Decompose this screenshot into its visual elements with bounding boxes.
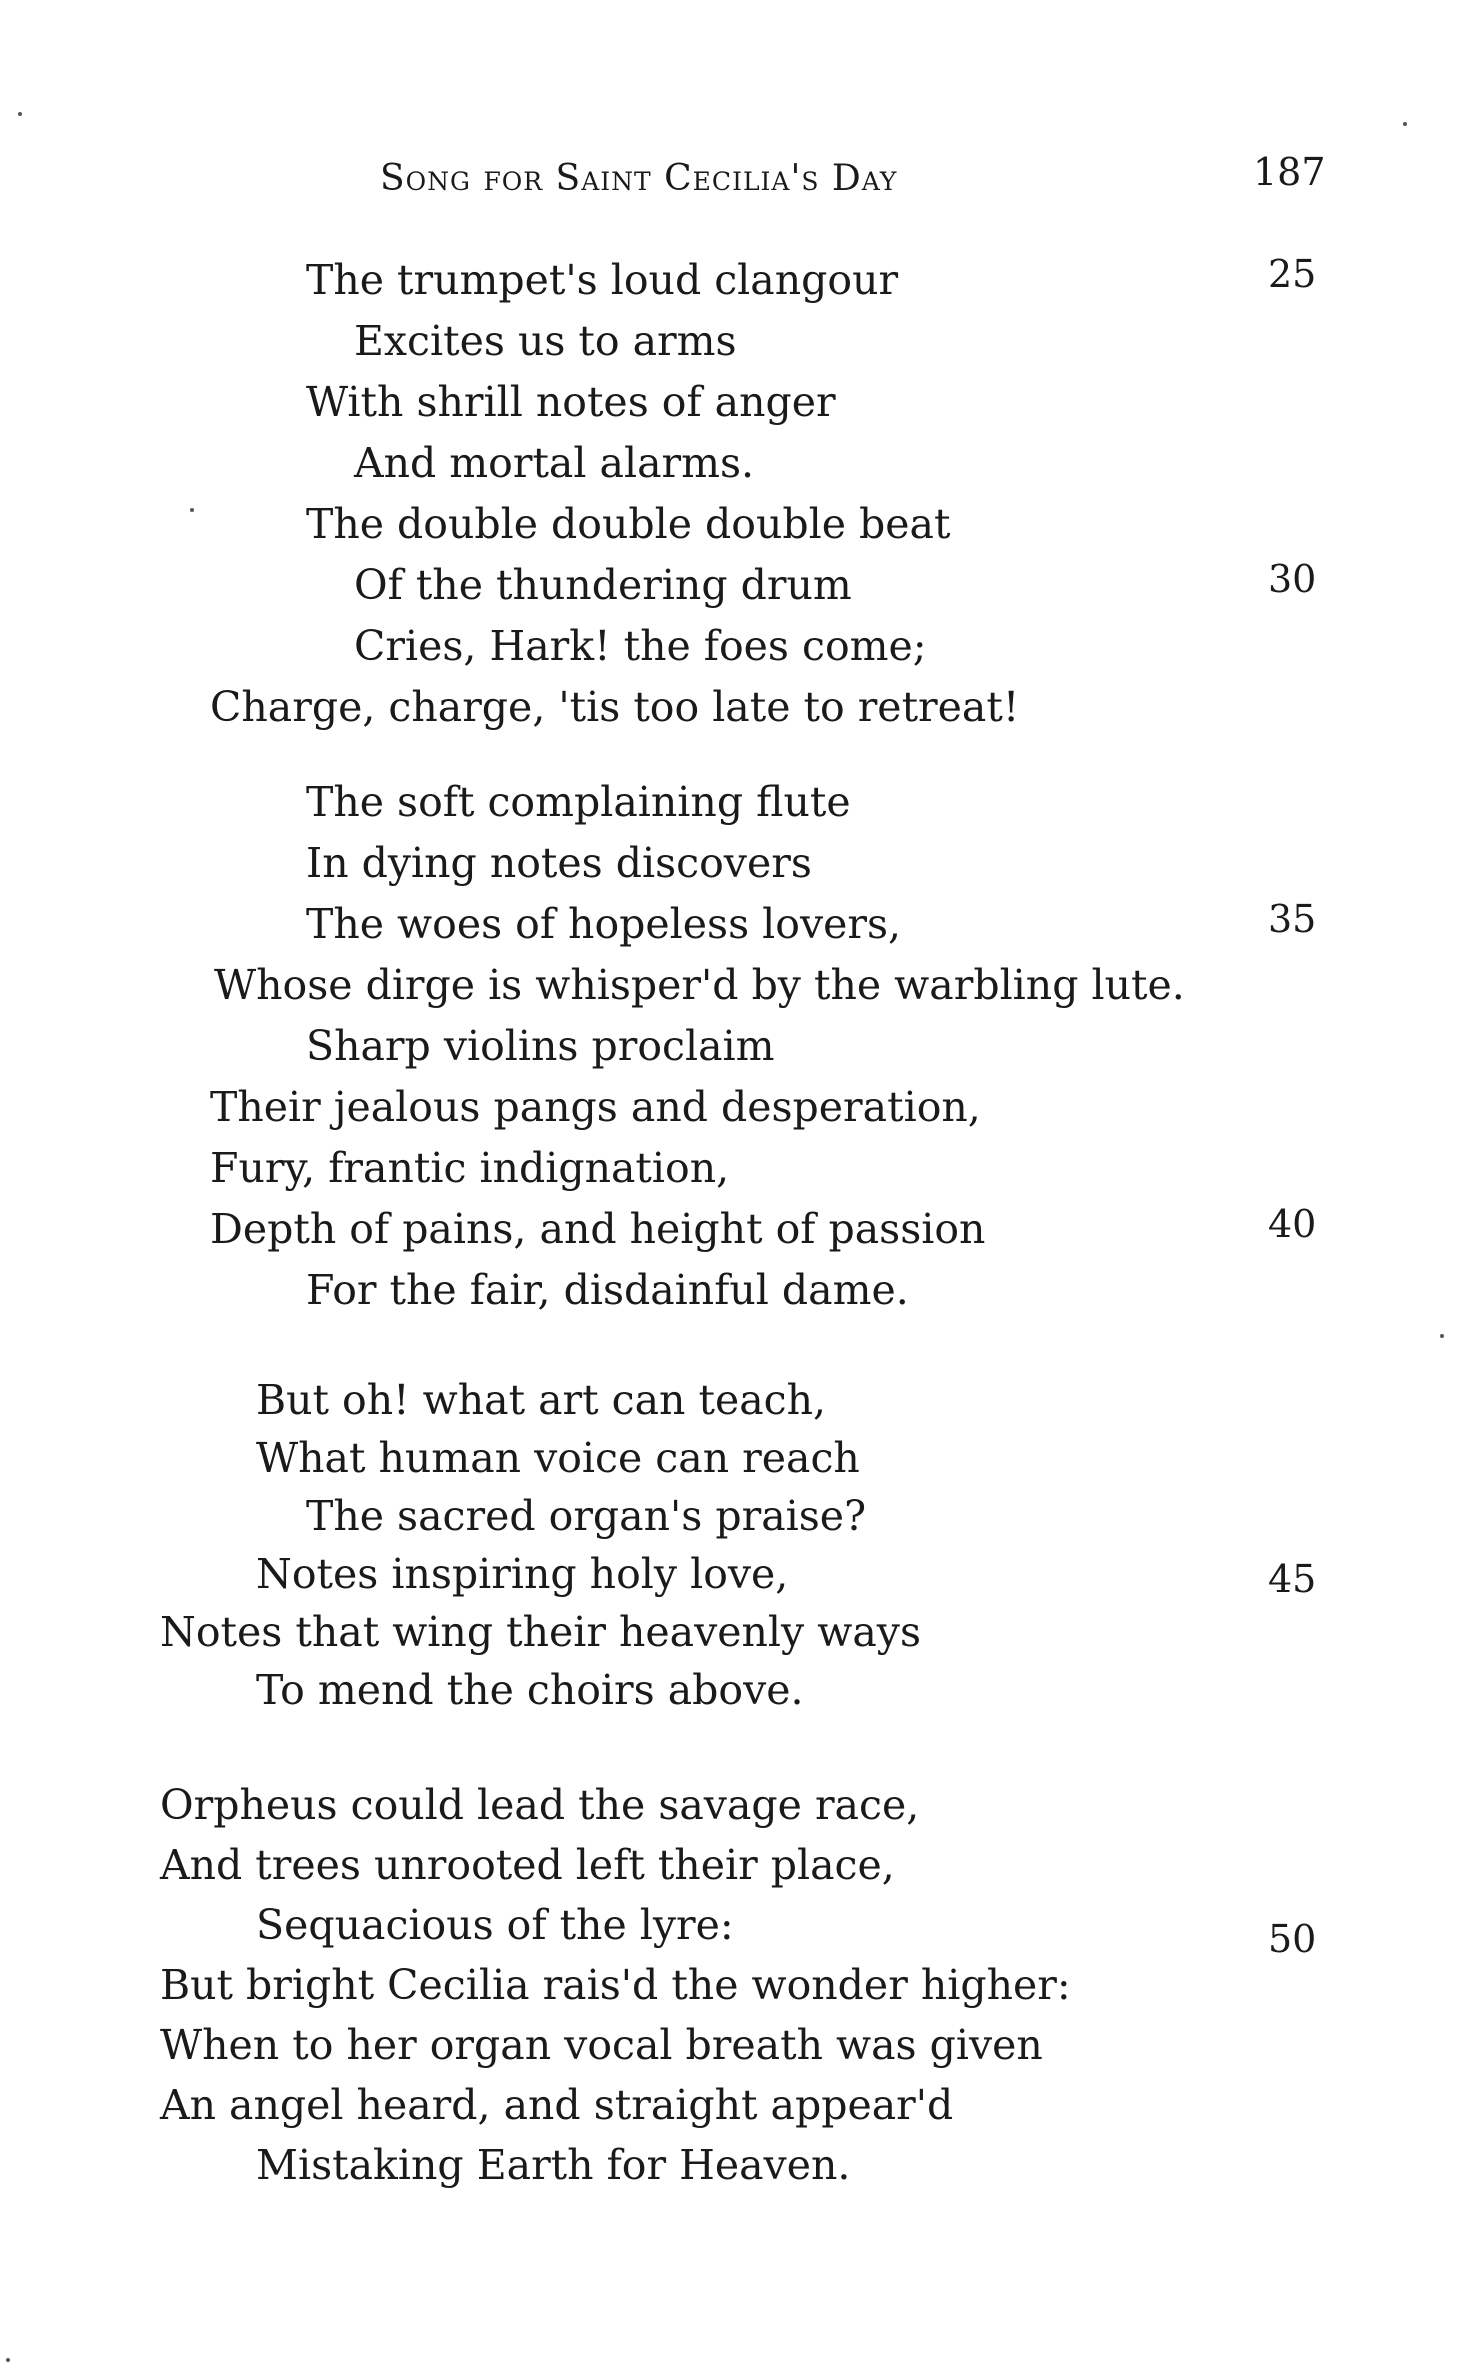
scan-speck	[18, 112, 22, 116]
line-number: 40	[1268, 1202, 1317, 1246]
poem-line: Notes inspiring holy love,	[256, 1550, 789, 1598]
poem-line: For the fair, disdainful dame.	[306, 1266, 909, 1314]
poem-line: The soft complaining flute	[306, 778, 851, 826]
poem-line: To mend the choirs above.	[256, 1666, 804, 1714]
poem-line: And trees unrooted left their place,	[160, 1841, 895, 1889]
scan-speck	[1403, 122, 1407, 126]
poem-line: Cries, Hark! the foes come;	[354, 622, 927, 670]
poem-line: Sharp violins proclaim	[306, 1022, 775, 1070]
poem-line: Sequacious of the lyre:	[256, 1901, 734, 1949]
poem-line: Of the thundering drum	[354, 561, 852, 609]
poem-line: With shrill notes of anger	[306, 378, 836, 426]
poem-line: But bright Cecilia rais'd the wonder higher:	[160, 1961, 1071, 2009]
poem-line: Notes that wing their heavenly ways	[160, 1608, 921, 1656]
poem-line: Mistaking Earth for Heaven.	[256, 2141, 851, 2189]
line-number: 45	[1268, 1557, 1317, 1601]
poem-line: Depth of pains, and height of passion	[210, 1205, 986, 1253]
poem-line: The woes of hopeless lovers,	[306, 900, 902, 948]
line-number: 35	[1268, 897, 1317, 941]
poem-line: Orpheus could lead the savage race,	[160, 1781, 920, 1829]
line-number: 30	[1268, 557, 1317, 601]
page-number: 187	[1253, 150, 1326, 194]
scan-speck	[6, 2358, 10, 2362]
running-head: Song for Saint Cecilia's Day	[380, 158, 898, 199]
line-number: 25	[1268, 252, 1317, 296]
poem-line: But oh! what art can teach,	[256, 1376, 827, 1424]
poem-line: The double double double beat	[306, 500, 951, 548]
poem-line: Excites us to arms	[354, 317, 737, 365]
poem-line: The trumpet's loud clangour	[306, 256, 899, 304]
poem-line: Charge, charge, 'tis too late to retreat!	[210, 683, 1020, 731]
scan-speck	[1440, 1334, 1444, 1338]
poem-line: When to her organ vocal breath was given	[160, 2021, 1043, 2069]
line-number: 50	[1268, 1917, 1317, 1961]
poem-line: And mortal alarms.	[354, 439, 755, 487]
poem-line: An angel heard, and straight appear'd	[160, 2081, 954, 2129]
poem-line: The sacred organ's praise?	[306, 1492, 867, 1540]
poem-line: Fury, frantic indignation,	[210, 1144, 730, 1192]
poem-line: Whose dirge is whisper'd by the warbling lute.	[214, 961, 1185, 1009]
poem-line: Their jealous pangs and desperation,	[210, 1083, 981, 1131]
poem-line: What human voice can reach	[256, 1434, 860, 1482]
scan-speck	[190, 508, 194, 512]
poem-line: In dying notes discovers	[306, 839, 812, 887]
